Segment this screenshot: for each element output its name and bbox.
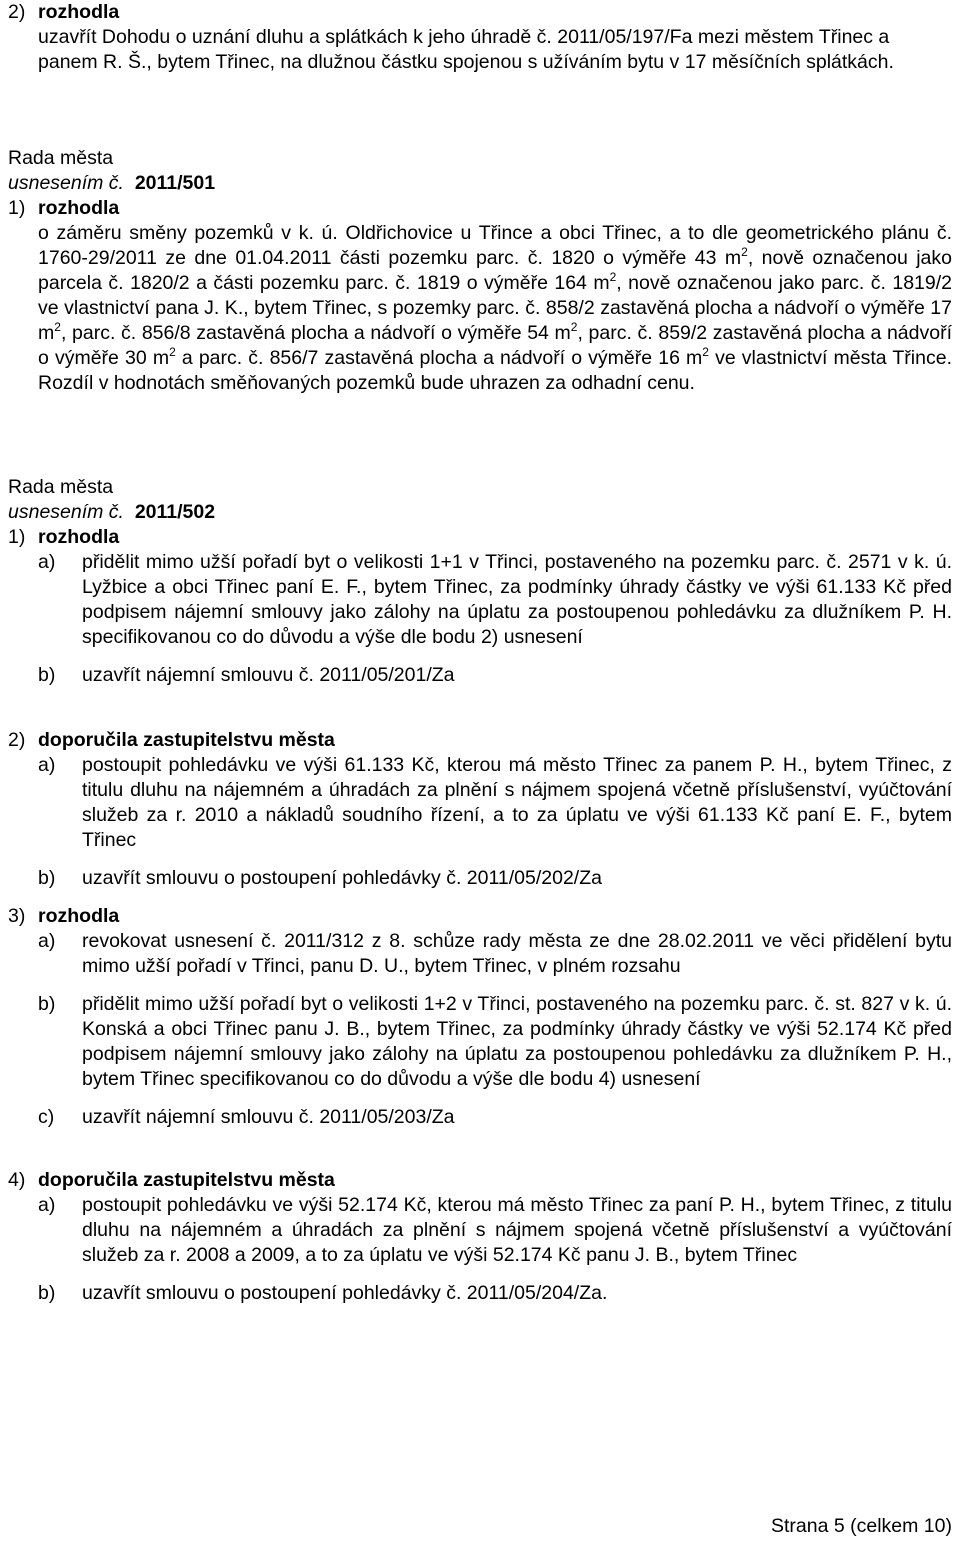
resolution-2011-502-header <box>8 475 952 525</box>
subitem <box>38 1193 952 1268</box>
subitem-label: b) <box>38 867 56 889</box>
subitem-label: b) <box>38 1282 56 1304</box>
subitem-label: c) <box>38 1106 55 1128</box>
resolution-number: 2011/501 <box>134 172 216 194</box>
subitem-text: uzavřít nájemní smlouvu č. 2011/05/201/Za <box>82 664 455 686</box>
subitem <box>38 753 952 853</box>
item-number: 2) <box>8 1 26 23</box>
subitem-text: přidělit mimo užší pořadí byt o velikosti 1+2 v Třinci, postaveného na pozemku parc. č. st. 827 v k. ú. Konská a obci Třinec panu J. B., bytem Třinec, za podmínky úhrady částky ve výši 52.174 Kč před podpisem nájemní smlouvy jako zálohy na úplatu za postoupenou pohledávku za dlužníkem P. H., bytem Třinec specifikovanou co do důvodu a výše dle bodu 4) usnesení <box>82 993 952 1090</box>
item-heading: rozhodla <box>38 197 120 219</box>
item-number: 4) <box>8 1169 26 1191</box>
subitem-label: b) <box>38 664 56 686</box>
item-number: 1) <box>8 526 26 548</box>
item-2-previous-resolution <box>8 0 952 75</box>
council-heading: Rada města <box>8 476 114 498</box>
subitem-label: a) <box>38 930 56 952</box>
subitem-text: uzavřít smlouvu o postoupení pohledávky č. 2011/05/202/Za <box>82 867 602 889</box>
item-heading: rozhodla <box>38 1 120 23</box>
item-heading: rozhodla <box>38 526 120 548</box>
item-3 <box>8 904 952 1130</box>
item-number: 1) <box>8 197 26 219</box>
subitem <box>38 866 952 891</box>
subitem-text: postoupit pohledávku ve výši 52.174 Kč, kterou má město Třinec za paní P. H., bytem Třinec, z titulu dluhu na nájemném a úhradách za plnění s nájmem spojená včetně příslušenství a vyúčtování služeb za r. 2008 a 2009, a to za úplatu ve výši 52.174 Kč panu J. B., bytem Třinec <box>82 1194 952 1266</box>
council-heading: Rada města <box>8 147 114 169</box>
subitem-text: uzavřít nájemní smlouvu č. 2011/05/203/Za <box>82 1106 455 1128</box>
subitem-text: uzavřít smlouvu o postoupení pohledávky č. 2011/05/204/Za. <box>82 1282 608 1304</box>
subitem-text: postoupit pohledávku ve výši 61.133 Kč, kterou má město Třinec za panem P. H., bytem Třinec, z titulu dluhu na nájemném a úhradách za plnění s nájmem spojená včetně příslušenství, vyúčtování služeb za r. 2010 a nákladů soudního řízení, a to za úplatu ve výši 61.133 Kč paní E. F., bytem Třinec <box>82 754 952 851</box>
item-2 <box>8 728 952 891</box>
subitem <box>38 663 952 688</box>
resolution-heading <box>8 171 952 196</box>
resolution-label: usnesením č. <box>8 501 124 523</box>
item-text: uzavřít Dohodu o uznání dluhu a splátkách k jeho úhradě č. 2011/05/197/Fa mezi městem Třinec a panem R. Š., bytem Třinec, na dlužnou částku spojenou s užíváním bytu v 17 měsíčních splátkách. <box>38 26 894 73</box>
item-number: 2) <box>8 729 26 751</box>
item-4 <box>8 1168 952 1306</box>
subitem <box>38 550 952 650</box>
resolution-label: usnesením č. <box>8 172 124 194</box>
subitem <box>38 992 952 1092</box>
land-exchange-text: o záměru směny pozemků v k. ú. Oldřichovice u Třince a obci Třinec, a to dle geometrického plánu č. 1760-29/2011 ze dne 01.04.2011 části pozemku parc. č. 1820 o výměře 43 $m^2$, nově označenou jako parcela č. 1820/2 a části pozemku parc. č. 1819 o výměře 164 $m^2$, nově označenou jako parc. č. 1819/2 ve vlastnictví pana J. K., bytem Třinec, s pozemky parc. č. 858/2 zastavěná plocha a nádvoří o výměře 17 $m^2$, parc. č. 856/8 zastavěná plocha a nádvoří o výměře 54 $m^2$, parc. č. 859/2 zastavěná plocha a nádvoří o výměře 30 $m^2$ a parc. č. 856/7 zastavěná plocha a nádvoří o výměře 16 $m^2$ ve vlastnictví města Třince. Rozdíl v hodnotách směňovaných pozemků bude uhrazen za odhadní cenu. <box>38 222 953 394</box>
page-number: Strana 5 (celkem 10) <box>771 1515 952 1537</box>
subitem <box>38 1281 952 1306</box>
resolution-number: 2011/502 <box>134 501 216 523</box>
item-1 <box>8 525 952 688</box>
subitem-label: a) <box>38 1194 56 1216</box>
resolution-heading <box>8 500 952 525</box>
subitem <box>38 1105 952 1130</box>
resolution-2011-501 <box>8 146 952 396</box>
subitem-text: přidělit mimo užší pořadí byt o velikosti 1+1 v Třinci, postaveného na pozemku parc. č. 2571 v k. ú. Lyžbice a obci Třinec paní E. F., bytem Třinec, za podmínky úhrady částky ve výši 61.133 Kč před podpisem nájemní smlouvy jako zálohy na úplatu za postoupenou pohledávku za dlužníkem P. H. specifikovanou co do důvodu a výše dle bodu 2) usnesení <box>82 551 952 648</box>
item-heading: doporučila zastupitelstvu města <box>38 729 335 751</box>
subitem-label: b) <box>38 993 56 1015</box>
item-heading: doporučila zastupitelstvu města <box>38 1169 335 1191</box>
subitem <box>38 929 952 979</box>
subitem-label: a) <box>38 754 56 776</box>
item-number: 3) <box>8 905 26 927</box>
subitem-label: a) <box>38 551 56 573</box>
item-heading: rozhodla <box>38 905 120 927</box>
subitem-text: revokovat usnesení č. 2011/312 z 8. schůze rady města ze dne 28.02.2011 ve věci přidělení bytu mimo užší pořadí v Třinci, panu D. U., bytem Třinec, v plném rozsahu <box>82 930 952 977</box>
